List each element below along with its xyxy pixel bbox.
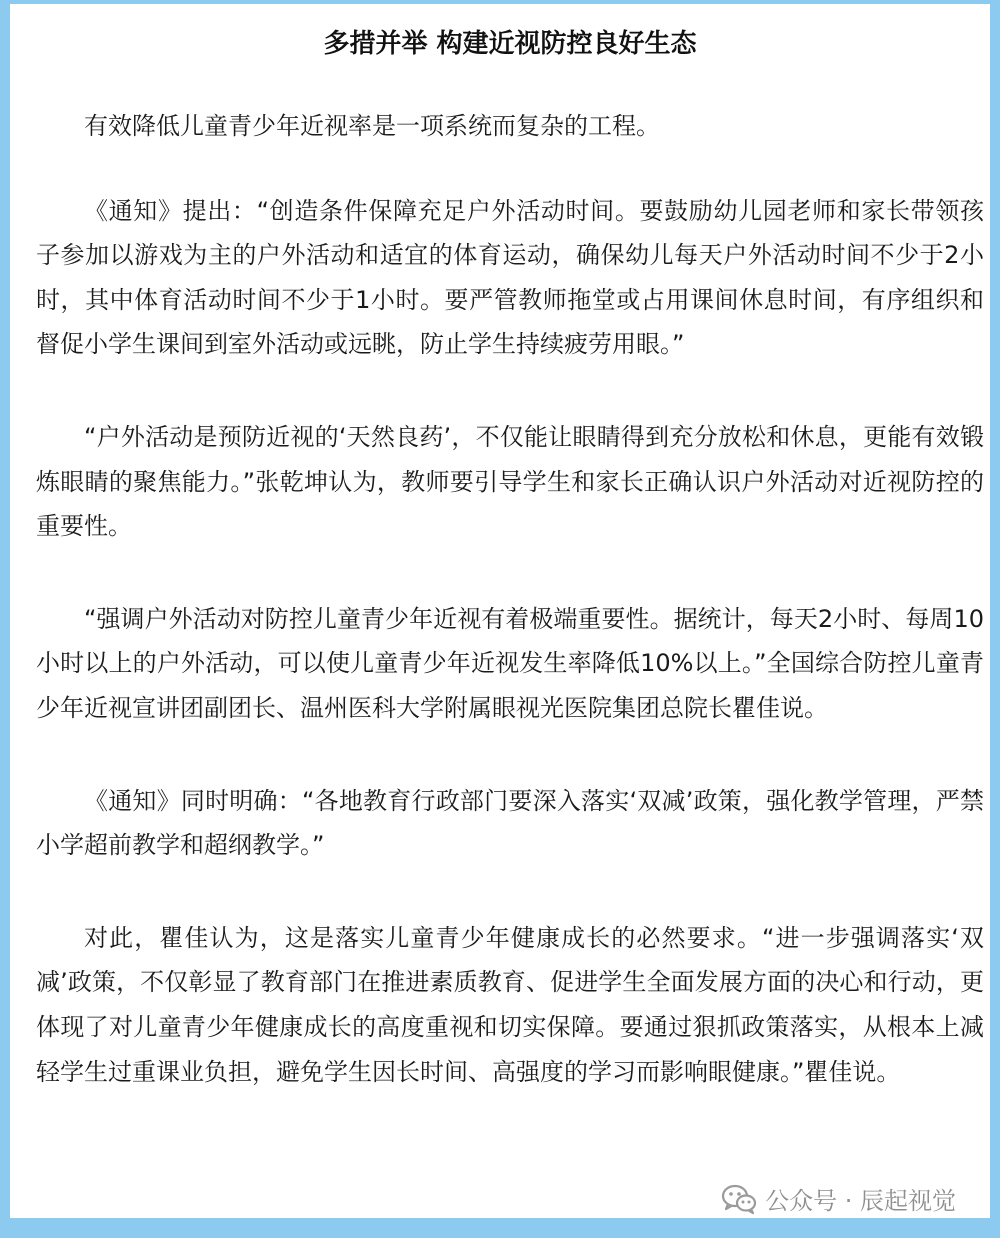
paragraph-5: 《通知》同时明确：“各地教育行政部门要深入落实‘双减’政策，强化教学管理，严禁小学超前教学和超纲教学。” — [36, 786, 984, 860]
article — [36, 16, 984, 1094]
watermark-text: 公众号 · 辰起视觉 — [765, 1187, 956, 1215]
wechat-icon — [721, 1183, 757, 1215]
paragraph-6: 对此，瞿佳认为，这是落实儿童青少年健康成长的必然要求。“进一步强调落实‘双减’政策，不仅彰显了教育部门在推进素质教育、促进学生全面发展方面的决心和行动，更体现了对儿童青少年健康成长的高度重视和切实保障。要通过狠抓政策落实，从根本上减轻学生过重课业负担，避免学生因长时间、高强度的学习而影响眼健康。”瞿佳说。 — [36, 923, 984, 1086]
paragraph-4: “强调户外活动对防控儿童青少年近视有着极端重要性。据统计，每天2小时、每周10小时以上的户外活动，可以使儿童青少年近视发生率降低10%以上。”全国综合防控儿童青少年近视宣讲团副团长、温州医科大学附属眼视光医院集团总院长瞿佳说。 — [36, 604, 984, 722]
watermark — [721, 1181, 956, 1216]
paragraph-2: 《通知》提出：“创造条件保障充足户外活动时间。要鼓励幼儿园老师和家长带领孩子参加以游戏为主的户外活动和适宜的体育运动，确保幼儿每天户外活动时间不少于2小时，其中体育活动时间不少于1小时。要严管教师拖堂或占用课间休息时间，有序组织和督促小学生课间到室外活动或远眺，防止学生持续疲劳用眼。” — [36, 196, 984, 359]
paragraph-3: “户外活动是预防近视的‘天然良药’，不仅能让眼睛得到充分放松和休息，更能有效锻炼眼睛的聚焦能力。”张乾坤认为，教师要引导学生和家长正确认识户外活动对近视防控的重要性。 — [36, 422, 984, 541]
article-title: 多措并举 构建近视防控良好生态 — [323, 29, 697, 59]
paragraph-1: 有效降低儿童青少年近视率是一项系统而复杂的工程。 — [84, 112, 660, 140]
